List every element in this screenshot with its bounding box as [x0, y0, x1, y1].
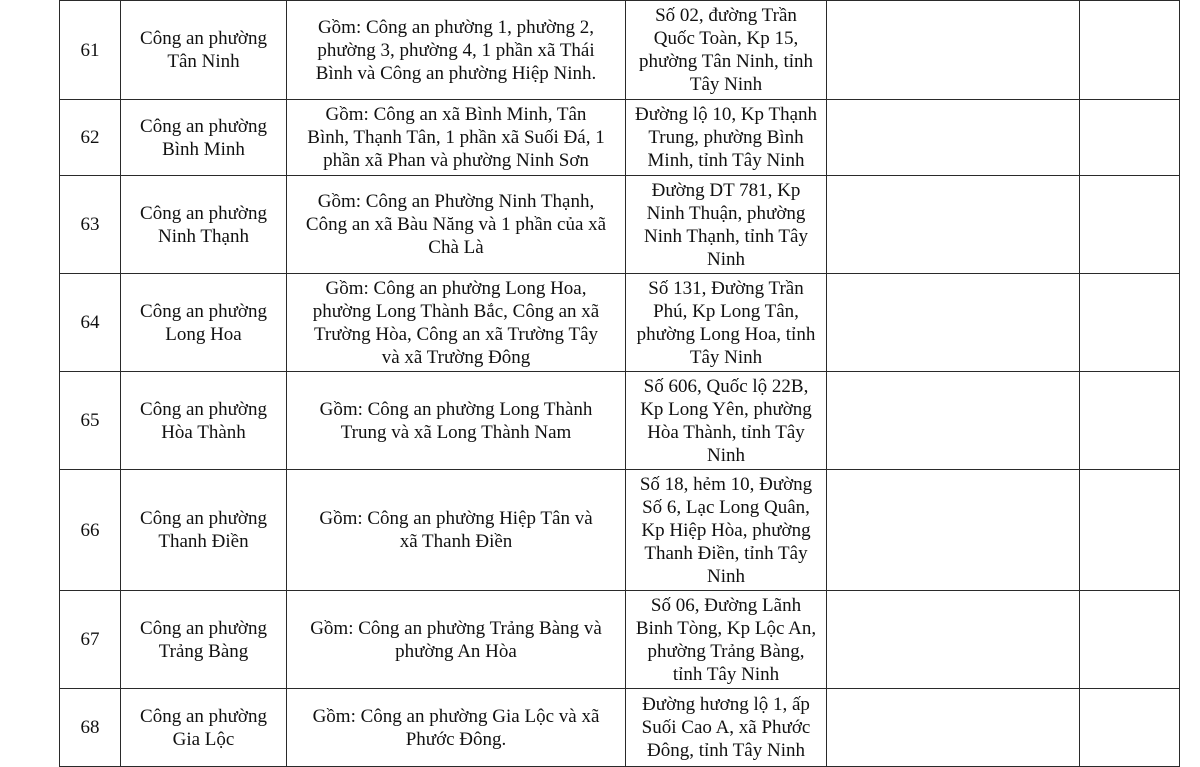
unit-name-line: Tân Ninh [167, 51, 240, 72]
unit-scope-line: Bình và Công an phường Hiệp Ninh. [315, 62, 597, 84]
unit-name [121, 100, 287, 176]
unit-address-line: Số 18, hẻm 10, Đường [639, 473, 813, 495]
unit-scope [287, 372, 626, 470]
unit-address-line: Ninh [707, 565, 745, 587]
unit-name-line: Công an phường [140, 705, 267, 727]
table-row [60, 372, 1180, 470]
unit-name-line: Công an phường [140, 115, 267, 137]
unit-address-line: Đường DT 781, Kp [651, 179, 801, 201]
table-row [60, 274, 1180, 372]
unit-address-line: Số 606, Quốc lộ 22B, [643, 375, 809, 397]
unit-address-line: Số 02, đường Trần [655, 5, 797, 26]
unit-address [626, 689, 827, 767]
empty-cell [1080, 689, 1180, 767]
row-number: 67 [60, 591, 121, 689]
unit-address-line: phường Tân Ninh, tỉnh [638, 51, 814, 72]
unit-scope-line: Phước Đông. [405, 728, 507, 750]
unit-name-line: Bình Minh [162, 138, 245, 160]
table-row [60, 470, 1180, 591]
unit-scope-line: Gồm: Công an phường Hiệp Tân và [319, 508, 593, 529]
unit-scope-line: xã Thanh Điền [399, 531, 513, 552]
empty-cell [827, 176, 1080, 274]
unit-address [626, 1, 827, 100]
unit-address-line: Tây Ninh [689, 74, 763, 95]
unit-address [626, 470, 827, 591]
empty-cell [827, 274, 1080, 372]
unit-address-line: phường Trảng Bàng, [647, 640, 805, 662]
unit-address [626, 591, 827, 689]
unit-scope [287, 689, 626, 767]
unit-address-line: Số 06, Đường Lãnh [650, 594, 802, 616]
unit-address-line: Hòa Thành, tỉnh Tây [647, 421, 805, 443]
unit-address-line: Tây Ninh [689, 346, 763, 368]
unit-name-line: Công an phường [140, 508, 267, 529]
unit-name [121, 1, 287, 100]
unit-name-line: Gia Lộc [172, 728, 235, 750]
unit-scope-line: Trung và xã Long Thành Nam [340, 421, 572, 443]
unit-name [121, 470, 287, 591]
unit-name [121, 274, 287, 372]
unit-address-line: tỉnh Tây Ninh [672, 663, 780, 685]
empty-cell [827, 470, 1080, 591]
row-number: 61 [60, 1, 121, 100]
unit-scope [287, 470, 626, 591]
unit-scope-line: Gồm: Công an xã Bình Minh, Tân [325, 104, 587, 125]
unit-address-line: Phú, Kp Long Tân, [653, 300, 799, 322]
table-row [60, 1, 1180, 100]
row-number: 66 [60, 470, 121, 591]
unit-address-line: Suối Cao A, xã Phước [641, 717, 811, 738]
unit-address-line: Ninh [707, 248, 745, 270]
unit-name [121, 176, 287, 274]
unit-name-line: Công an phường [140, 300, 267, 322]
row-number: 64 [60, 274, 121, 372]
unit-scope [287, 1, 626, 100]
empty-cell [1080, 470, 1180, 591]
unit-name-line: Thanh Điền [158, 531, 249, 552]
unit-scope-line: phần xã Phan và phường Ninh Sơn [323, 150, 589, 171]
unit-address-line: Đông, tỉnh Tây Ninh [647, 740, 805, 761]
unit-scope-line: Chà Là [428, 237, 484, 258]
row-number: 62 [60, 100, 121, 176]
unit-scope-line: Gồm: Công an phường Gia Lộc và xã [312, 705, 600, 727]
unit-address-line: Kp Hiệp Hòa, phường [641, 519, 811, 541]
unit-scope-line: phường Long Thành Bắc, Công an xã [312, 300, 600, 322]
unit-address-line: phường Long Hoa, tỉnh [636, 323, 816, 345]
unit-scope-line: Gồm: Công an phường Trảng Bàng và [310, 617, 602, 639]
table-row [60, 591, 1180, 689]
unit-scope-line: Công an xã Bàu Năng và 1 phần của xã [305, 214, 607, 235]
unit-name [121, 372, 287, 470]
unit-name-line: Long Hoa [165, 323, 242, 345]
unit-address-line: Đường lộ 10, Kp Thạnh [634, 104, 817, 125]
empty-cell [827, 372, 1080, 470]
unit-name-line: Ninh Thạnh [158, 225, 249, 247]
unit-address-line: Thanh Điền, tỉnh Tây [644, 542, 808, 564]
unit-scope [287, 274, 626, 372]
unit-address-line: Ninh Thạnh, tỉnh Tây [644, 225, 808, 247]
unit-name-line: Trảng Bàng [158, 640, 249, 662]
unit-scope-line: phường 3, phường 4, 1 phần xã Thái [317, 39, 595, 61]
table-row [60, 176, 1180, 274]
unit-address-line: Binh Tòng, Kp Lộc An, [635, 617, 817, 639]
unit-name [121, 689, 287, 767]
unit-scope-line: và xã Trường Đông [381, 346, 531, 368]
unit-address-line: Đường hương lộ 1, ấp [642, 694, 810, 715]
unit-scope [287, 100, 626, 176]
empty-cell [1080, 100, 1180, 176]
unit-address-line: Số 131, Đường Trần [648, 277, 804, 299]
empty-cell [827, 1, 1080, 100]
unit-scope [287, 176, 626, 274]
unit-address-line: Số 6, Lạc Long Quân, [642, 496, 810, 518]
empty-cell [1080, 372, 1180, 470]
unit-scope-line: Trường Hòa, Công an xã Trường Tây [313, 323, 599, 345]
unit-scope-line: Gồm: Công an phường 1, phường 2, [317, 16, 595, 38]
empty-cell [1080, 1, 1180, 100]
unit-table [59, 0, 1180, 767]
row-number: 68 [60, 689, 121, 767]
table-row [60, 689, 1180, 767]
unit-name-line: Công an phường [140, 617, 267, 639]
unit-scope-line: Gồm: Công an phường Long Hoa, [325, 277, 587, 299]
row-number: 65 [60, 372, 121, 470]
unit-scope-line: Bình, Thạnh Tân, 1 phần xã Suối Đá, 1 [307, 127, 605, 148]
unit-address-line: Ninh [707, 444, 745, 466]
table-body [60, 1, 1180, 767]
unit-name-line: Công an phường [140, 202, 267, 224]
empty-cell [827, 591, 1080, 689]
unit-address-line: Ninh Thuận, phường [646, 202, 806, 224]
unit-address-line: Minh, tỉnh Tây Ninh [647, 150, 805, 171]
table-row [60, 100, 1180, 176]
unit-scope-line: Gồm: Công an Phường Ninh Thạnh, [317, 191, 595, 212]
empty-cell [1080, 176, 1180, 274]
unit-address-line: Kp Long Yên, phường [640, 398, 812, 420]
empty-cell [827, 100, 1080, 176]
unit-address-line: Quốc Toàn, Kp 15, [653, 28, 799, 49]
unit-scope-line: phường An Hòa [395, 640, 517, 662]
empty-cell [827, 689, 1080, 767]
unit-name-line: Hòa Thành [161, 421, 246, 443]
unit-address [626, 100, 827, 176]
unit-address [626, 274, 827, 372]
unit-address-line: Trung, phường Bình [648, 127, 804, 148]
unit-scope [287, 591, 626, 689]
row-number: 63 [60, 176, 121, 274]
unit-name-line: Công an phường [140, 28, 267, 49]
unit-name [121, 591, 287, 689]
unit-name-line: Công an phường [140, 398, 267, 420]
unit-scope-line: Gồm: Công an phường Long Thành [319, 398, 593, 420]
empty-cell [1080, 274, 1180, 372]
unit-address [626, 372, 827, 470]
unit-address [626, 176, 827, 274]
empty-cell [1080, 591, 1180, 689]
